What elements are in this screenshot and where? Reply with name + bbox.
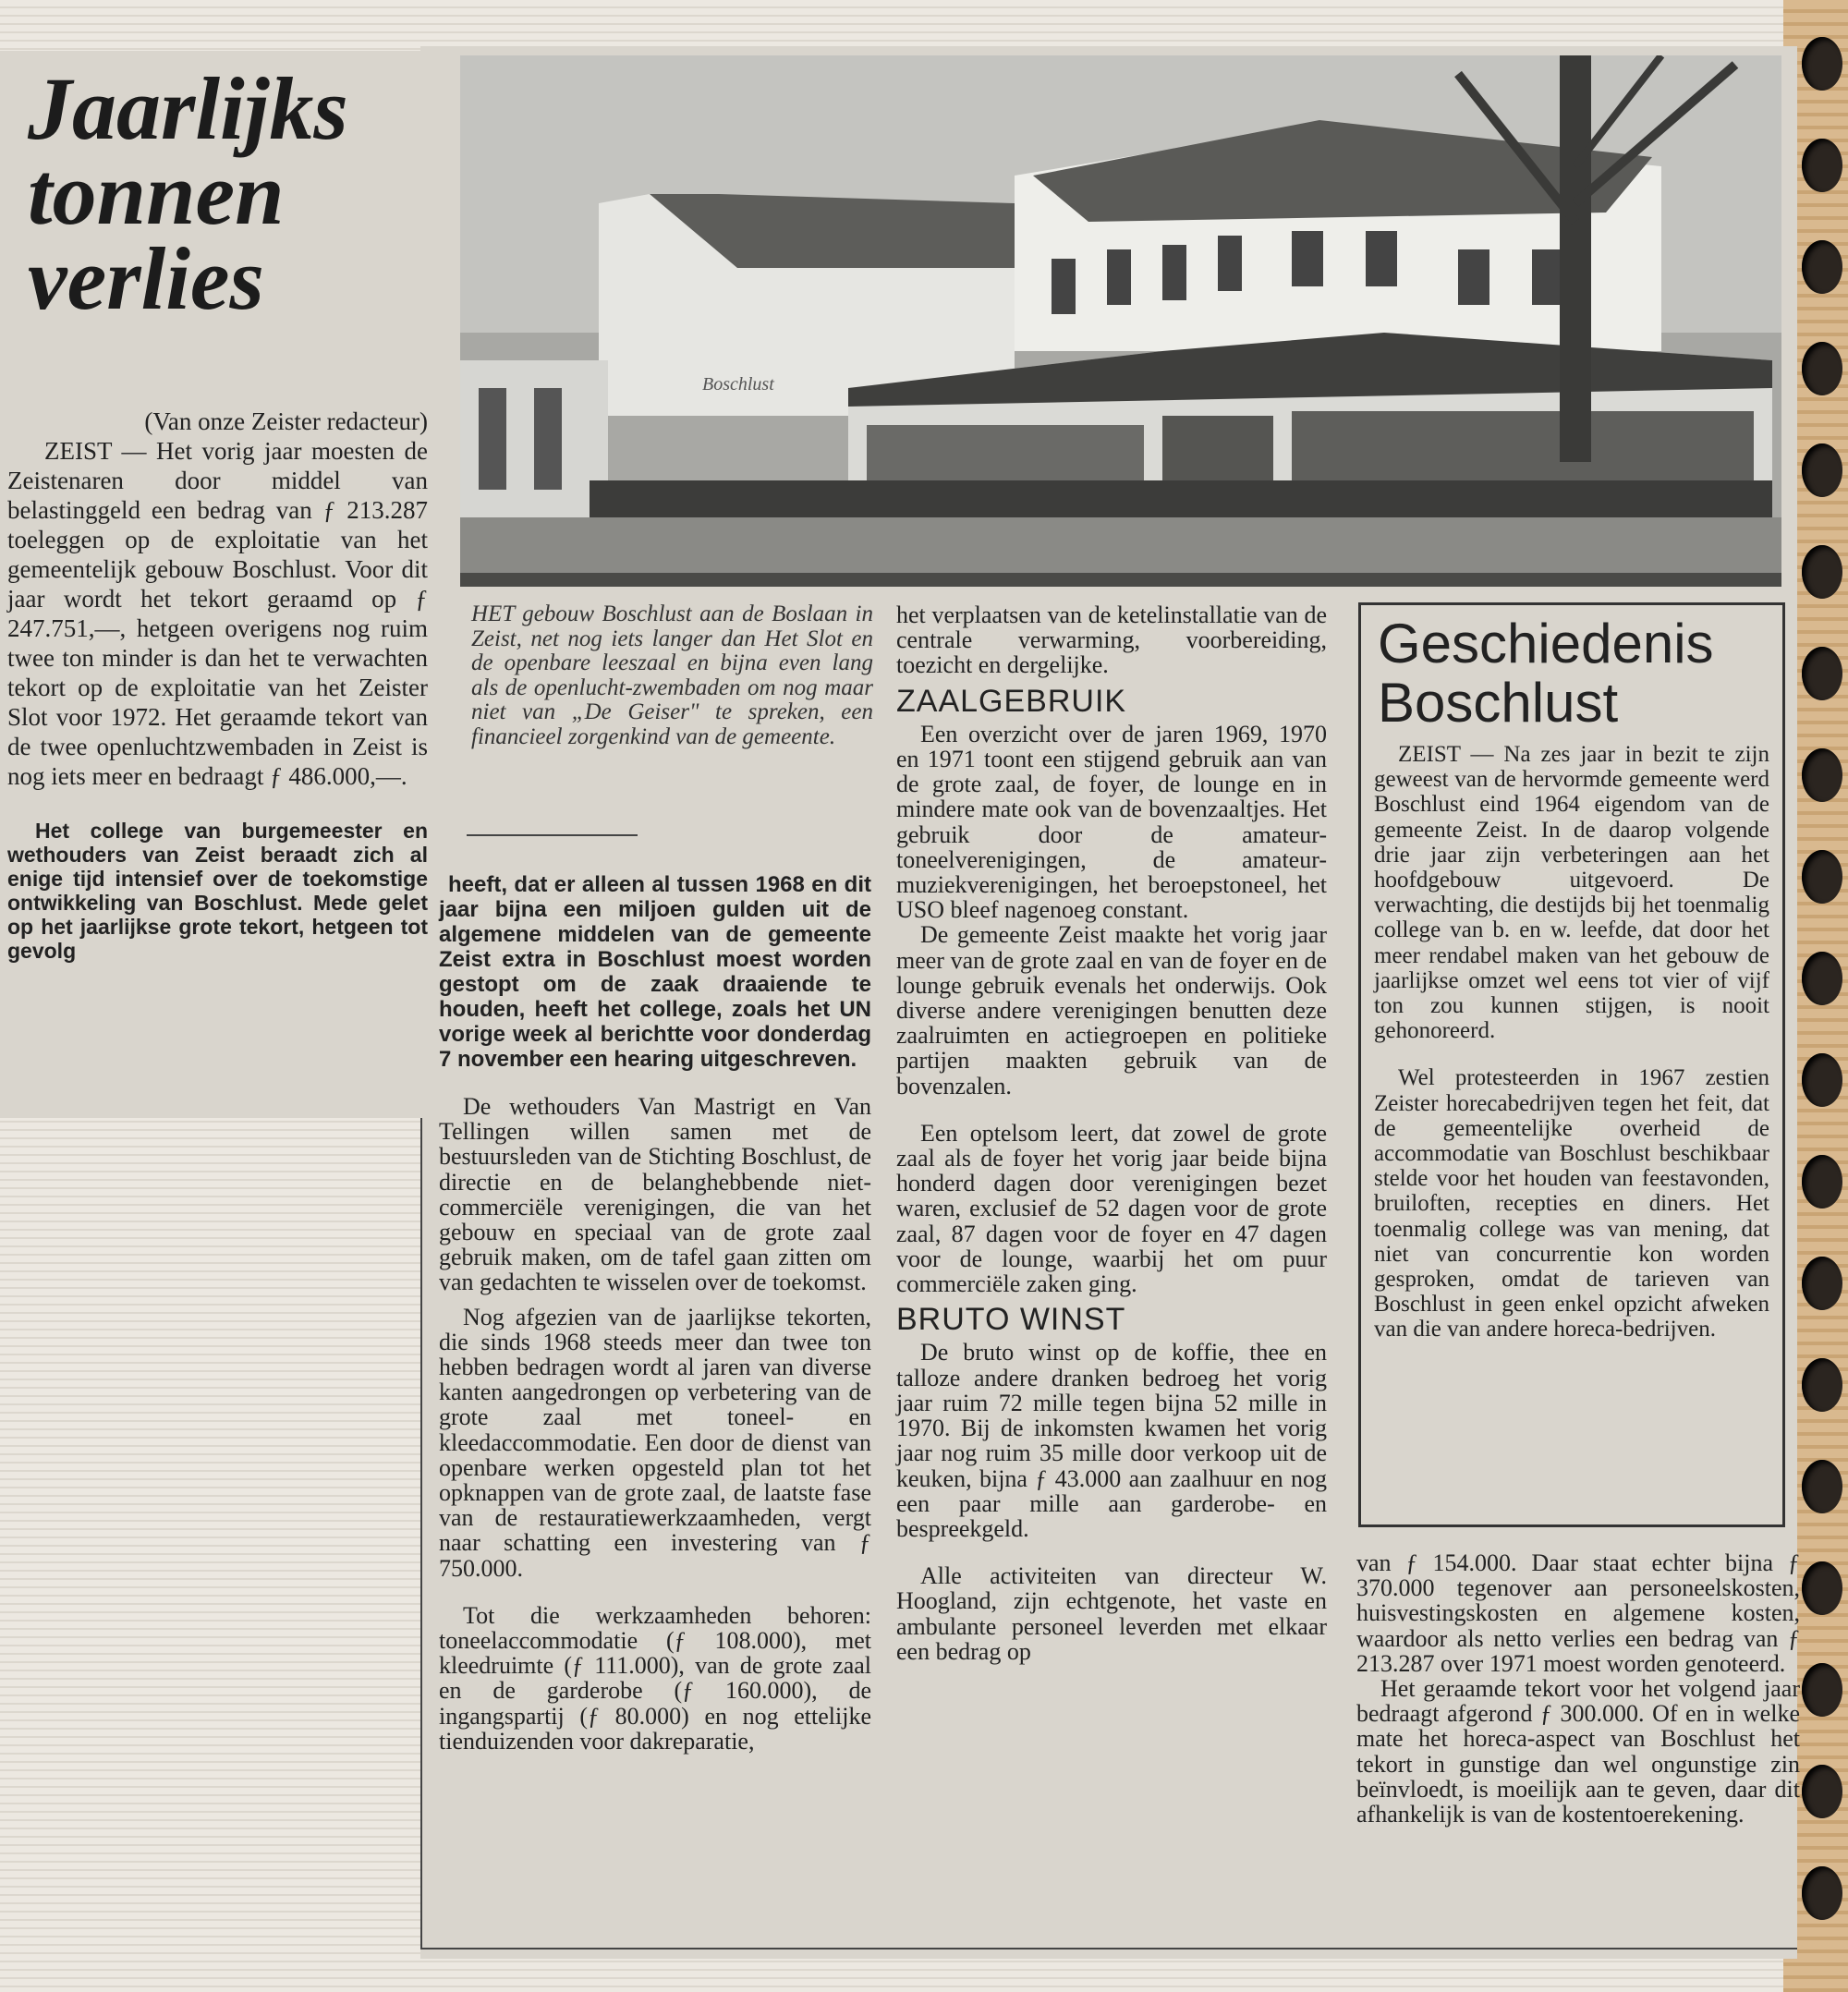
- lead-bold-paragraph: Het college van burgemeester en wethouders van Zeist beraadt zich al enige tijd intensief over de toekomstige ontwikkeling van Boschlust. Mede gelet op het jaarlijkse grote tekort, hetgeen tot gevolg: [7, 819, 428, 963]
- byline: (Van onze Zeister redacteur): [144, 407, 428, 435]
- binder-hole: [1802, 37, 1842, 91]
- binder-hole: [1802, 1561, 1842, 1615]
- building-sign: Boschlust: [702, 374, 774, 395]
- headline-line: Jaarlijks: [28, 59, 348, 158]
- caption-rule: [467, 834, 638, 836]
- binder-hole: [1802, 1155, 1842, 1209]
- col3-paragraph: De gemeente Zeist maakte het vorig jaar meer van de grote zaal en van de foyer en de lounge gebruik evenals het onderwijs. Ook diverse andere verenigingen benutten deze zaalruimten en actiegroepen en politieke partijen maakten gebruik van de bovenzalen.: [896, 921, 1327, 1099]
- col2-paragraph: De wethouders Van Mastrigt en Van Tellingen willen samen met de bestuursleden van de Stichting Boschlust, de directie en de belanghebbende niet-commerciële verenigingen, die van het gebouw en speciaal van de grote zaal gebruik maken, om de tafel gaan zitten om van gedachten te wisselen over de toekomst.: [439, 1093, 871, 1296]
- col3-paragraph: Een optelsom leert, dat zowel de grote zaal als de foyer het vorig jaar beide bijna honderd dagen door verenigingen bezet waren, exclusief de 52 dagen voor de grote zaal, 87 dagen voor de foyer en 47 dagen voor de lounge, waarbij het om puur commerciële zaken ging.: [896, 1119, 1327, 1298]
- photo-caption: [471, 602, 873, 749]
- binder-hole: [1802, 240, 1842, 294]
- sidebar-title-line: Boschlust: [1378, 672, 1619, 734]
- subhead-zaalgebruik: ZAALGEBRUIK: [896, 683, 1127, 719]
- binder-hole: [1802, 1866, 1842, 1920]
- headline-line: verlies: [28, 229, 264, 328]
- col4-paragraph: van ƒ 154.000. Daar staat echter bijna ƒ 370.000 tegenover aan personeelskosten, huisvestingskosten en algemene kosten, waardoor als netto verlies een bedrag van ƒ 213.287 over 1971 moest worden genoteerd.: [1356, 1549, 1800, 1677]
- sidebar-box: [1358, 602, 1785, 1527]
- col3-paragraph: Een overzicht over de jaren 1969, 1970 en 1971 toont een stijgend gebruik aan van de grote zaal, de foyer, de lounge en in mindere mate ook van de bovenzaaltjes. Het gebruik door de amateur-toneelverenigingen, de amateur-muziekverenigingen, het beroepstoneel, het USO bleef nagenoeg constant.: [896, 720, 1327, 924]
- intro-paragraph: ZEIST — Het vorig jaar moesten de Zeistenaren door middel van belastinggeld een bedrag van ƒ 213.287 toeleggen op de exploitatie van het gemeentelijk gebouw Boschlust. Voor dit jaar wordt het tekort geraamd op ƒ 247.751,—, hetgeen overigens nog ruim twee ton minder is dan het te verwachten tekort op de exploitatie van het Zeister Slot voor 1972. Het geraamde tekort van de twee openluchtzwembaden in Zeist is nog iets meer en bedraagt ƒ 486.000,—.: [7, 437, 428, 790]
- sidebar-title: [1378, 614, 1766, 733]
- headline-line: tonnen: [28, 144, 285, 243]
- sidebar-title-line: Geschiedenis: [1378, 613, 1714, 674]
- binder-hole: [1802, 850, 1842, 904]
- col2-paragraph: Nog afgezien van de jaarlijkse tekorten, die sinds 1968 steeds meer dan twee ton hebben bedragen wordt al jaren van diverse kanten aangedrongen op verbetering van de grote zaal met toneel- en kleedaccommodatie. Een door de dienst van openbare werken opgesteld plan tot het opknappen van de grote zaal, de laatste fase van de restauratiewerkzaamheden, vergt naar schatting een investering van ƒ 750.000.: [439, 1303, 871, 1582]
- article-column-2: [439, 872, 871, 1754]
- binder-hole: [1802, 1460, 1842, 1513]
- caption-text: HET gebouw Boschlust aan de Boslaan in Zeist, net nog iets langer dan Het Slot en de openbare leeszaal en bijna even lang als de openlucht-zwembaden om nog maar niet van „De Geiser" te spreken, een financieel zorgenkind van de gemeente.: [471, 601, 873, 749]
- binder-hole: [1802, 1257, 1842, 1310]
- sidebar-paragraph: ZEIST — Na zes jaar in bezit te zijn geweest van de hervormde gemeente werd Boschlust eind 1964 eigendom van de gemeente Zeist. In de daarop volgende drie jaar zijn verbeteringen aan het hoofdgebouw uitgevoerd. De verwachting, die destijds bij het toenmalig college van b. en w. leefde, dat door het meer rendabel maken van het gebouw de jaarlijkse omzet wel eens tot vier of vijf ton zou kunnen stijgen, is nooit gehonoreerd.: [1374, 742, 1769, 1044]
- article-column-4: [1356, 1550, 1800, 1827]
- col2-bold-paragraph: heeft, dat er alleen al tussen 1968 en dit jaar bijna een miljoen gulden uit de algemene middelen van de gemeente Zeist extra in Boschlust moest worden gestopt om de zaak draaiende te houden, heeft het college, zoals het UN vorige week al berichtte voor donderdag 7 november een hearing uitgeschreven.: [439, 872, 871, 1072]
- subhead-bruto-winst: BRUTO WINST: [896, 1302, 1126, 1338]
- sidebar-body: [1374, 742, 1769, 1342]
- article-left-column: [7, 407, 428, 963]
- building-photo-graphic: [460, 55, 1781, 587]
- binder-hole: [1802, 1663, 1842, 1717]
- binder-hole: [1802, 647, 1842, 700]
- col4-paragraph: Het geraamde tekort voor het volgend jaar bedraagt afgerond ƒ 300.000. Of en in welke mate het horeca-aspect van Boschlust het tekort in gunstige dan wel ongunstige zin beïnvloedt, is moeilijk aan te geven, daar dit afhankelijk is van de kostentoerekening.: [1356, 1675, 1800, 1828]
- binder-hole: [1802, 952, 1842, 1005]
- binder-hole: [1802, 443, 1842, 497]
- col3-paragraph: het verplaatsen van de ketelinstallatie van de centrale verwarming, voorbereiding, toezicht en dergelijke.: [896, 601, 1327, 679]
- binder-hole: [1802, 545, 1842, 599]
- sidebar-paragraph: Wel protesteerden in 1967 zestien Zeister horecabedrijven tegen het feit, dat de gemeentelijke overheid de accommodatie van Boschlust beschikbaar stelde voor het houden van feestavonden, bruiloften, recepties en diners. Het toenmalig college was van mening, dat niet van concurrentie kon worden gesproken, omdat de tarieven van Boschlust in geen enkel opzicht afweken van die van andere horeca-bedrijven.: [1374, 1065, 1769, 1342]
- boschlust-photo: [460, 55, 1781, 587]
- binder-hole: [1802, 139, 1842, 192]
- binder-hole: [1802, 342, 1842, 395]
- binder-hole: [1802, 1053, 1842, 1107]
- col3-paragraph: Alle activiteiten van directeur W. Hoogland, zijn echtgenote, het vaste en ambulante personeel leverden met elkaar een bedrag op: [896, 1562, 1327, 1665]
- col3-paragraph: De bruto winst op de koffie, thee en talloze andere dranken bedroeg het vorig jaar ruim 72 mille tegen bijna 52 mille in 1970. Bij de inkomsten kwamen het vorig jaar nog ruim 35 mille door verkoop uit de keuken, bijna ƒ 43.000 aan zaalhuur en nog een paar mille aan garderobe- en bespreekgeld.: [896, 1339, 1327, 1542]
- binder-hole: [1802, 1765, 1842, 1818]
- column-rule: [420, 1118, 422, 1949]
- headline: [28, 59, 416, 328]
- binder-hole: [1802, 748, 1842, 802]
- bottom-rule: [420, 1948, 1797, 1949]
- article-column-3: [896, 602, 1327, 1664]
- col2-paragraph: Tot die werkzaamheden behoren: toneelaccommodatie (ƒ 108.000), met kleedruimte (ƒ 111.000), van de grote zaal en de garderobe (ƒ 160.000), de ingangspartij (ƒ 80.000) en nog ettelijke tienduizenden voor dakreparatie,: [439, 1601, 871, 1755]
- binder-hole: [1802, 1358, 1842, 1412]
